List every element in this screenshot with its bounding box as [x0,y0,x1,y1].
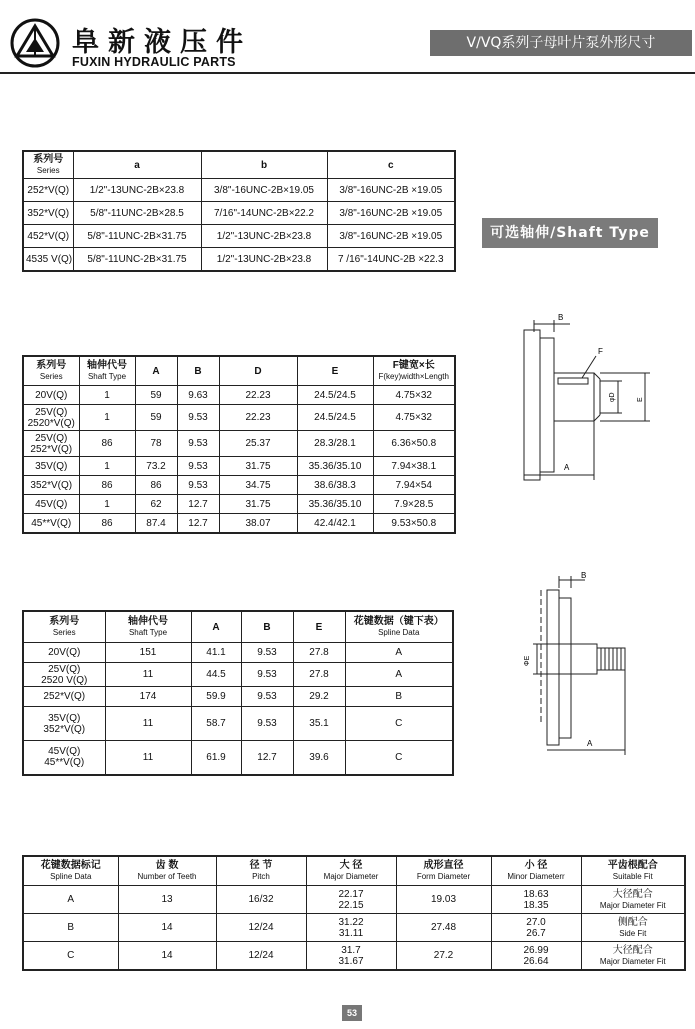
table-cell: 38.6/38.3 [297,476,373,495]
cell-line: 45**V(Q) [31,517,72,529]
cell-line: 45V(Q) [48,746,81,758]
dim-label-a: A [587,739,593,748]
table-cell: 9.53 [241,663,293,687]
dim-label-b: B [581,571,587,580]
header-sublabel: F(key)width×Length [378,372,449,381]
table-cell: 7.94×54 [373,476,455,495]
table-cell: 41.1 [191,643,241,663]
header-cell: E [297,356,373,386]
series-cell [23,386,79,405]
table-cell: 1 [79,457,135,476]
header-cell: c [327,151,455,179]
table-row [23,476,455,495]
table-row [23,914,685,942]
cell-line: 31.22 [338,916,364,928]
cell-line: 2520*V(Q) [27,417,75,429]
brand-name-en: FUXIN HYDRAULIC PARTS [72,55,236,69]
table-cell: 25.37 [219,431,297,457]
header-cell [79,356,135,386]
table-cell: 24.5/24.5 [297,386,373,405]
table-cell: 16/32 [216,886,306,914]
cell-line: 侧配合 [617,916,648,928]
table-cell: B [345,687,453,707]
table-cell: 7/16"-14UNC-2B×22.2 [201,202,327,225]
header-cell [491,856,581,886]
table-cell: 1/2"-13UNC-2B×23.8 [201,225,327,248]
table-cell [581,914,685,942]
header-label: 平齿根配合 [607,860,658,871]
table-cell: 7 /16"-14UNC-2B ×22.3 [327,248,455,272]
thread-table [22,150,456,272]
table-cell: 58.7 [191,707,241,741]
header-cell [306,856,396,886]
cell-line: 20V(Q) [48,647,81,658]
cell-line: 31.67 [338,955,364,967]
table-cell: 9.53 [241,687,293,707]
dim-label-e: ΦE [524,655,531,666]
header-cell: b [201,151,327,179]
header-cell: B [177,356,219,386]
header-label: 小 径 [524,860,548,871]
table-cell: A [345,643,453,663]
table-row [23,663,453,687]
table-cell: 19.03 [396,886,491,914]
table-cell: 38.07 [219,514,297,534]
table-row [23,707,453,741]
cell-line: 大径配合 [612,944,653,956]
table-cell: 11 [105,741,191,775]
table-cell: 87.4 [135,514,177,534]
header-sublabel: Spline Data [378,628,420,637]
header-sublabel: Number of Teeth [137,872,197,881]
page-number: 53 [342,1005,362,1021]
table-cell: 7.9×28.5 [373,495,455,514]
table-row [23,431,455,457]
table-row [23,248,455,272]
table-cell [306,914,396,942]
header-cell [118,856,216,886]
dim-label-e: E [637,397,644,402]
header-sublabel: Shaft Type [87,372,127,381]
table-header-row [23,611,453,643]
spline-shaft-table [22,610,454,776]
table-cell: 9.53 [177,457,219,476]
table-cell: 59.9 [191,687,241,707]
header-cell [396,856,491,886]
cell-line: Major Diameter Fit [599,956,666,966]
series-cell [23,663,105,687]
series-cell: 252*V(Q) [23,179,73,202]
table-cell: 7.94×38.1 [373,457,455,476]
table-row [23,643,453,663]
keyed-shaft-drawing [500,310,680,490]
cell-line: 31.7 [341,944,361,956]
table-cell: 9.53 [241,643,293,663]
table-row [23,202,455,225]
header-sublabel: Spline Data [50,872,92,881]
table-cell: 11 [105,707,191,741]
table-cell: 22.23 [219,386,297,405]
cell-line: Major Diameter Fit [599,900,666,910]
header-cell [23,356,79,386]
table-cell: 1 [79,495,135,514]
table-cell: 12.7 [177,514,219,534]
table-cell: 4.75×32 [373,405,455,431]
table-row [23,886,685,914]
table-row [23,514,455,534]
series-cell [23,495,79,514]
table-cell: 39.6 [293,741,345,775]
cell-line: 26.64 [523,955,549,967]
table-cell: 62 [135,495,177,514]
header-cell: B [241,611,293,643]
series-cell [23,431,79,457]
series-cell [23,514,79,534]
cell-line: 18.35 [523,899,549,911]
series-cell: 352*V(Q) [23,202,73,225]
table-cell: 1 [79,386,135,405]
cell-line: 22.17 [338,888,364,900]
table-cell: 3/8"-16UNC-2B ×19.05 [327,225,455,248]
table-cell [306,886,396,914]
header-cell [581,856,685,886]
cell-line: 大径配合 [612,888,653,900]
table-cell: 44.5 [191,663,241,687]
table-cell: 27.8 [293,663,345,687]
header-sublabel: Series [39,372,63,381]
header-divider [0,72,695,74]
cell-line: 352*V(Q) [43,723,86,735]
header-sublabel: Minor Diameterr [507,872,565,881]
header-label: F键宽×长 [392,360,435,371]
table-cell [491,942,581,971]
table-cell: 1 [79,405,135,431]
table-cell [306,942,396,971]
table-cell [491,886,581,914]
header-cell [23,151,73,179]
splined-shaft-drawing [515,570,680,760]
header-label: 成形直径 [423,860,464,871]
header-cell [345,611,453,643]
table-cell: 3/8"-16UNC-2B ×19.05 [327,179,455,202]
key-shaft-table [22,355,456,534]
table-cell: 27.48 [396,914,491,942]
cell-line: Side Fit [619,928,647,938]
cell-line: 31.11 [338,927,364,939]
table-cell: 9.63 [177,386,219,405]
table-cell: 151 [105,643,191,663]
cell-line: 352*V(Q) [30,479,73,491]
header-sublabel: Major Diameter [323,872,379,881]
header-cell: a [73,151,201,179]
header-label: 轴伸代号 [87,360,127,371]
series-cell: 452*V(Q) [23,225,73,248]
cell-line: 18.63 [523,888,549,900]
table-cell: 9.53 [177,431,219,457]
table-cell [491,914,581,942]
table-cell [581,942,685,971]
table-header-row [23,356,455,386]
table-cell: 78 [135,431,177,457]
table-header-row [23,856,685,886]
table-cell: 22.23 [219,405,297,431]
header-sublabel: Suitable Fit [612,872,653,881]
table-cell: 5/8"-11UNC-2B×31.75 [73,248,201,272]
cell-line: 26.99 [523,944,549,956]
table-cell: 6.36×50.8 [373,431,455,457]
table-cell: 1/2"-13UNC-2B×23.8 [201,248,327,272]
cell-line: 22.15 [338,899,364,911]
table-cell: 35.36/35.10 [297,457,373,476]
table-row [23,495,455,514]
header-label: 系列号 [36,360,67,371]
table-cell: B [23,914,118,942]
table-cell: 12/24 [216,914,306,942]
table-cell: 5/8"-11UNC-2B×31.75 [73,225,201,248]
table-row [23,225,455,248]
series-cell [23,707,105,741]
header-label: 花键数据（键下表） [353,616,444,627]
table-cell: 13 [118,886,216,914]
cell-line: 45V(Q) [35,498,68,510]
table-cell: 28.3/28.1 [297,431,373,457]
table-cell: C [345,741,453,775]
table-cell: 9.53 [177,476,219,495]
table-cell: 31.75 [219,495,297,514]
table-cell: C [345,707,453,741]
table-cell: 86 [79,514,135,534]
dim-label-a: A [564,463,570,472]
header-cell: E [293,611,345,643]
cell-line: 20V(Q) [35,389,68,401]
cell-line: 27.0 [526,916,546,928]
table-cell: 11 [105,663,191,687]
table-cell: A [23,886,118,914]
cell-line: 252*V(Q) [43,691,86,702]
table-cell: 174 [105,687,191,707]
table-cell: 27.8 [293,643,345,663]
table-cell: 12/24 [216,942,306,971]
header-cell: A [191,611,241,643]
dim-label-d: φD [609,392,616,402]
table-cell: 73.2 [135,457,177,476]
table-cell: 9.53 [241,707,293,741]
header-sublabel: Form Diameter [416,872,471,881]
header-cell [23,856,118,886]
dim-label-b: B [558,313,564,322]
table-cell: 31.75 [219,457,297,476]
shaft-type-badge: 可选轴伸/Shaft Type [482,218,658,248]
table-cell: 5/8"-11UNC-2B×28.5 [73,202,201,225]
table-cell: 35.1 [293,707,345,741]
cell-line: 25V(Q) [48,663,81,675]
header-label: 大 径 [339,860,363,871]
table-cell: C [23,942,118,971]
table-cell: 12.7 [241,741,293,775]
table-cell: 9.53×50.8 [373,514,455,534]
header-sublabel: Shaft Type [128,628,168,637]
cell-line: 252*V(Q) [30,443,73,455]
table-row [23,405,455,431]
header-label: 花键数据标记 [40,860,101,871]
header-label: 齿 数 [155,860,179,871]
cell-line: 2520 V(Q) [41,674,88,686]
cell-line: 25V(Q) [35,406,68,418]
series-cell [23,687,105,707]
header-cell [216,856,306,886]
table-row [23,179,455,202]
dim-label-f: F [598,347,603,356]
cell-line: 45**V(Q) [44,757,85,769]
table-header-row [23,151,455,179]
table-cell [581,886,685,914]
table-row [23,687,453,707]
page-title: V/VQ系列子母叶片泵外形尺寸 [430,30,692,56]
table-row [23,386,455,405]
series-cell [23,457,79,476]
header-label: 轴伸代号 [128,616,168,627]
table-row [23,741,453,775]
spline-data-table [22,855,686,971]
header-cell [105,611,191,643]
series-cell [23,643,105,663]
table-cell: 24.5/24.5 [297,405,373,431]
table-cell: 35.36/35.10 [297,495,373,514]
header-cell: A [135,356,177,386]
table-cell: 61.9 [191,741,241,775]
header-sublabel: Series [36,166,60,175]
table-cell: A [345,663,453,687]
table-cell: 86 [79,431,135,457]
header-label: 系列号 [49,616,80,627]
cell-line: 35V(Q) [35,460,68,472]
table-cell: 9.53 [177,405,219,431]
header-sublabel: Series [52,628,76,637]
table-cell: 4.75×32 [373,386,455,405]
header-sublabel: Pitch [252,872,270,881]
series-cell: 4535 V(Q) [23,248,73,272]
table-cell: 1/2"-13UNC-2B×23.8 [73,179,201,202]
table-cell: 3/8"-16UNC-2B×19.05 [201,179,327,202]
table-cell: 14 [118,914,216,942]
table-row [23,942,685,971]
table-cell: 86 [79,476,135,495]
table-cell: 34.75 [219,476,297,495]
table-cell: 59 [135,386,177,405]
header-label: 系列号 [33,154,64,165]
table-cell: 42.4/42.1 [297,514,373,534]
table-cell: 29.2 [293,687,345,707]
header-label: 径 节 [249,860,273,871]
cell-line: 25V(Q) [35,432,68,444]
header-cell: D [219,356,297,386]
cell-line: 26.7 [526,927,546,939]
table-cell: 27.2 [396,942,491,971]
table-cell: 86 [135,476,177,495]
series-cell [23,741,105,775]
series-cell [23,476,79,495]
table-cell: 3/8"-16UNC-2B ×19.05 [327,202,455,225]
table-cell: 12.7 [177,495,219,514]
table-cell: 14 [118,942,216,971]
header-cell [373,356,455,386]
brand-name-cn: 阜新液压件 [72,27,252,58]
table-cell: 59 [135,405,177,431]
cell-line: 35V(Q) [48,712,81,724]
company-logo [10,18,60,68]
series-cell [23,405,79,431]
table-row [23,457,455,476]
header-cell [23,611,105,643]
